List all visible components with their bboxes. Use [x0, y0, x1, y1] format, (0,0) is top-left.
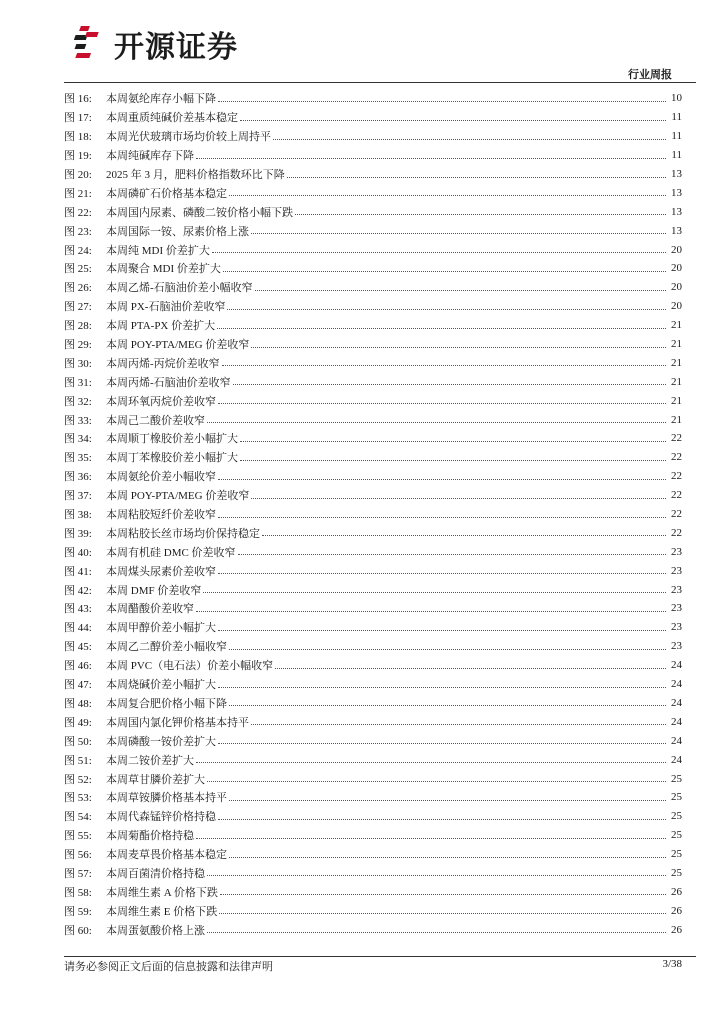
figure-number: 图 35: — [64, 452, 92, 465]
figure-title: 本周丙烯-丙烷价差收窄 — [106, 357, 220, 370]
dot-leader — [219, 913, 666, 914]
figure-page-number: 20 — [671, 262, 682, 275]
figure-number: 图 60: — [64, 924, 92, 937]
dot-leader — [212, 252, 666, 253]
dot-leader — [218, 819, 666, 820]
figure-title: 本周乙烯-石脑油价差小幅收窄 — [106, 282, 253, 295]
figure-number: 图 54: — [64, 811, 92, 824]
figure-page-number: 11 — [671, 111, 682, 124]
figure-page-number: 23 — [671, 640, 682, 653]
figure-page-number: 22 — [671, 451, 682, 464]
figure-index-row[interactable] — [64, 882, 682, 901]
figure-number: 图 19: — [64, 150, 92, 163]
figure-page-number: 20 — [671, 281, 682, 294]
figure-number: 图 30: — [64, 357, 92, 370]
figure-number: 图 55: — [64, 830, 92, 843]
figure-title: 本周氨纶库存小幅下降 — [106, 93, 216, 106]
figure-page-number: 20 — [671, 300, 682, 313]
page-header — [0, 0, 724, 82]
figure-title: 本周烧碱价差小幅扩大 — [106, 679, 216, 692]
figure-title: 本周 PVC（电石法）价差小幅收窄 — [106, 660, 274, 673]
figure-index-row[interactable] — [64, 486, 682, 505]
dot-leader — [229, 705, 666, 706]
figure-number: 图 50: — [64, 735, 92, 748]
figure-page-number: 24 — [671, 715, 682, 728]
figure-title: 本周 POY-PTA/MEG 价差收窄 — [106, 339, 250, 352]
dot-leader — [238, 554, 666, 555]
dot-leader — [203, 592, 666, 593]
figure-title: 本周国内尿素、磷酸二铵价格小幅下跌 — [106, 206, 293, 219]
dot-leader — [218, 743, 666, 744]
figure-page-number: 11 — [671, 149, 682, 162]
figure-number: 图 28: — [64, 320, 92, 333]
figure-number: 图 37: — [64, 490, 92, 503]
figure-page-number: 23 — [671, 545, 682, 558]
figure-index-row[interactable] — [64, 694, 682, 713]
figure-title: 本周菊酯价格持稳 — [106, 830, 194, 843]
figure-title: 本周乙二醇价差小幅收窄 — [106, 641, 227, 654]
figure-page-number: 21 — [671, 319, 682, 332]
figure-page-number: 21 — [671, 375, 682, 388]
figure-index-row[interactable] — [64, 259, 682, 278]
figure-page-number: 26 — [671, 885, 682, 898]
figure-index-row[interactable] — [64, 656, 682, 675]
figure-index-row[interactable] — [64, 542, 682, 561]
figure-page-number: 24 — [671, 753, 682, 766]
figure-index-row[interactable] — [64, 183, 682, 202]
figure-title: 本周纯 MDI 价差扩大 — [106, 244, 210, 257]
figure-title: 本周己二酸价差收窄 — [106, 414, 205, 427]
figure-index-row[interactable] — [64, 712, 682, 731]
figure-page-number: 13 — [671, 186, 682, 199]
figure-page-number: 25 — [671, 829, 682, 842]
dot-leader — [218, 101, 666, 102]
figure-title: 本周纯碱库存下降 — [106, 150, 194, 163]
figure-page-number: 23 — [671, 583, 682, 596]
figure-title: 本周草铵膦价格基本持平 — [106, 792, 227, 805]
figure-index-row[interactable] — [64, 637, 682, 656]
figure-index-row[interactable] — [64, 467, 682, 486]
figure-number: 图 34: — [64, 433, 92, 446]
dot-leader — [251, 233, 666, 234]
figure-title: 本周丙烯-石脑油价差收窄 — [106, 376, 231, 389]
figure-index-row[interactable] — [64, 845, 682, 864]
figure-number: 图 20: — [64, 169, 92, 181]
figure-page-number: 25 — [671, 810, 682, 823]
footer-divider — [64, 956, 696, 957]
figure-index-row[interactable] — [64, 165, 682, 184]
dot-leader — [222, 365, 666, 366]
dot-leader — [287, 177, 666, 178]
figure-title: 本周 PX-石脑油价差收窄 — [106, 301, 226, 314]
figure-title: 2025 年 3 月，肥料价格指数环比下降 — [106, 169, 285, 181]
dot-leader — [233, 384, 666, 385]
figure-title: 本周磷酸一铵价差扩大 — [106, 735, 216, 748]
figure-number: 图 41: — [64, 565, 92, 578]
brand-name: 开源证券 — [114, 30, 238, 65]
figure-index-row[interactable] — [64, 89, 682, 108]
footer-disclaimer: 请务必参阅正文后面的信息披露和法律声明 — [64, 961, 273, 973]
figure-number: 图 43: — [64, 603, 92, 616]
report-type-label: 行业周报 — [628, 68, 672, 81]
dot-leader — [229, 857, 666, 858]
dot-leader — [229, 649, 666, 650]
figure-page-number: 22 — [671, 432, 682, 445]
figure-page-number: 21 — [671, 413, 682, 426]
dot-leader — [251, 724, 666, 725]
dot-leader — [255, 290, 666, 291]
figure-number: 图 29: — [64, 339, 92, 352]
dot-leader — [218, 630, 666, 631]
figure-page-number: 25 — [671, 866, 682, 879]
figure-index-row[interactable] — [64, 750, 682, 769]
figure-index-row[interactable] — [64, 316, 682, 335]
figure-page-number: 24 — [671, 734, 682, 747]
figure-title: 本周草甘膦价差扩大 — [106, 773, 205, 786]
dot-leader — [218, 687, 666, 688]
figure-title: 本周环氧丙烷价差收窄 — [106, 395, 216, 408]
figure-page-number: 24 — [671, 659, 682, 672]
figure-page-number: 21 — [671, 356, 682, 369]
figure-index-row[interactable] — [64, 901, 682, 920]
figure-title: 本周 PTA-PX 价差扩大 — [106, 320, 216, 333]
header-divider — [64, 82, 696, 83]
figure-index-row[interactable] — [64, 240, 682, 259]
dot-leader — [217, 328, 666, 329]
figure-number: 图 40: — [64, 546, 92, 559]
figure-page-number: 13 — [671, 168, 682, 180]
figure-number: 图 48: — [64, 697, 92, 710]
figure-index-row[interactable] — [64, 221, 682, 240]
figure-title: 本周粘胶长丝市场均价保持稳定 — [106, 527, 260, 540]
figure-index-row[interactable] — [64, 108, 682, 127]
figure-title: 本周蛋氨酸价格上涨 — [106, 924, 205, 937]
figure-page-number: 22 — [671, 489, 682, 502]
dot-leader — [207, 875, 666, 876]
dot-leader — [251, 347, 666, 348]
figure-title: 本周国内氯化钾价格基本持平 — [106, 716, 249, 729]
figure-title: 本周维生素 E 价格下跌 — [106, 905, 218, 918]
figure-number: 图 42: — [64, 584, 92, 597]
figure-page-number: 13 — [671, 205, 682, 218]
figure-page-number: 21 — [671, 394, 682, 407]
figure-number: 图 51: — [64, 754, 92, 767]
figure-page-number: 23 — [671, 621, 682, 634]
figure-index-row[interactable] — [64, 675, 682, 694]
figure-index-row[interactable] — [64, 769, 682, 788]
figure-page-number: 25 — [671, 848, 682, 861]
figure-number: 图 58: — [64, 886, 92, 899]
figure-index-row[interactable] — [64, 523, 682, 542]
figure-page-number: 20 — [671, 243, 682, 256]
figure-index-row[interactable] — [64, 505, 682, 524]
figure-title: 本周聚合 MDI 价差扩大 — [106, 263, 221, 276]
figure-index-row[interactable] — [64, 146, 682, 165]
figure-index-row[interactable] — [64, 920, 682, 939]
figure-index-row[interactable] — [64, 297, 682, 316]
figure-number: 图 21: — [64, 187, 92, 200]
figure-title: 本周丁苯橡胶价差小幅扩大 — [106, 452, 238, 465]
figure-title: 本周磷矿石价格基本稳定 — [106, 187, 227, 200]
dot-leader — [223, 271, 666, 272]
dot-leader — [229, 800, 666, 801]
figure-page-number: 23 — [671, 564, 682, 577]
dot-leader — [229, 195, 666, 196]
figure-index-row[interactable] — [64, 335, 682, 354]
dot-leader — [251, 498, 666, 499]
figure-number: 图 23: — [64, 225, 92, 238]
figure-title: 本周 POY-PTA/MEG 价差收窄 — [106, 490, 250, 503]
dot-leader — [240, 120, 666, 121]
dot-leader — [218, 517, 666, 518]
figure-index-row[interactable] — [64, 372, 682, 391]
figure-title: 本周粘胶短纤价差收窄 — [106, 509, 216, 522]
figure-number: 图 32: — [64, 395, 92, 408]
figure-number: 图 26: — [64, 282, 92, 295]
figure-number: 图 49: — [64, 716, 92, 729]
dot-leader — [273, 139, 666, 140]
brand-logo — [74, 22, 238, 66]
figure-title: 本周煤头尿素价差收窄 — [106, 565, 216, 578]
figure-number: 图 16: — [64, 93, 92, 106]
figure-page-number: 24 — [671, 678, 682, 691]
figure-title: 本周重质纯碱价差基本稳定 — [106, 112, 238, 125]
figure-number: 图 56: — [64, 849, 92, 862]
dot-leader — [240, 441, 666, 442]
figure-page-number: 25 — [671, 772, 682, 785]
dot-leader — [196, 838, 666, 839]
dot-leader — [295, 214, 666, 215]
figure-page-number: 25 — [671, 791, 682, 804]
figure-title: 本周氨纶价差小幅收窄 — [106, 471, 216, 484]
figure-index-list — [64, 89, 682, 939]
figure-title: 本周顺丁橡胶价差小幅扩大 — [106, 433, 238, 446]
figure-page-number: 22 — [671, 508, 682, 521]
figure-page-number: 10 — [671, 92, 682, 105]
dot-leader — [275, 668, 666, 669]
figure-title: 本周二铵价差扩大 — [106, 754, 194, 767]
figure-index-row[interactable] — [64, 448, 682, 467]
figure-title: 本周代森锰锌价格持稳 — [106, 811, 216, 824]
figure-title: 本周 DMF 价差收窄 — [106, 584, 202, 597]
figure-title: 本周国际一铵、尿素价格上涨 — [106, 225, 249, 238]
figure-page-number: 11 — [671, 130, 682, 143]
figure-index-row[interactable] — [64, 410, 682, 429]
figure-number: 图 31: — [64, 376, 92, 389]
figure-page-number: 24 — [671, 696, 682, 709]
figure-number: 图 22: — [64, 206, 92, 219]
figure-page-number: 23 — [671, 602, 682, 615]
figure-index-row[interactable] — [64, 731, 682, 750]
figure-page-number: 21 — [671, 338, 682, 351]
figure-title: 本周甲醇价差小幅扩大 — [106, 622, 216, 635]
figure-number: 图 27: — [64, 301, 92, 314]
dot-leader — [218, 479, 666, 480]
figure-number: 图 47: — [64, 679, 92, 692]
figure-number: 图 17: — [64, 112, 92, 125]
figure-index-row[interactable] — [64, 561, 682, 580]
dot-leader — [240, 460, 666, 461]
figure-page-number: 13 — [671, 224, 682, 237]
figure-title: 本周光伏玻璃市场均价较上周持平 — [106, 131, 271, 144]
figure-title: 本周百菌清价格持稳 — [106, 867, 205, 880]
figure-number: 图 25: — [64, 263, 92, 276]
figure-number: 图 33: — [64, 414, 92, 427]
figure-title: 本周复合肥价格小幅下降 — [106, 697, 227, 710]
figure-index-row[interactable] — [64, 580, 682, 599]
dot-leader — [218, 573, 666, 574]
figure-page-number: 26 — [671, 904, 682, 917]
figure-index-row[interactable] — [64, 599, 682, 618]
figure-page-number: 26 — [671, 923, 682, 936]
figure-index-row[interactable] — [64, 127, 682, 146]
figure-page-number: 22 — [671, 526, 682, 539]
dot-leader — [207, 932, 666, 933]
figure-index-row[interactable] — [64, 807, 682, 826]
figure-number: 图 18: — [64, 131, 92, 144]
figure-index-row[interactable] — [64, 864, 682, 883]
figure-index-row[interactable] — [64, 618, 682, 637]
figure-index-row[interactable] — [64, 278, 682, 297]
figure-number: 图 38: — [64, 509, 92, 522]
dot-leader — [220, 894, 666, 895]
figure-index-row[interactable] — [64, 353, 682, 372]
figure-number: 图 46: — [64, 660, 92, 673]
brand-logo-icon — [74, 23, 108, 65]
figure-number: 图 52: — [64, 773, 92, 786]
figure-number: 图 44: — [64, 622, 92, 635]
figure-number: 图 57: — [64, 867, 92, 880]
figure-number: 图 59: — [64, 905, 92, 918]
figure-title: 本周醋酸价差收窄 — [106, 603, 194, 616]
figure-title: 本周麦草畏价格基本稳定 — [106, 849, 227, 862]
dot-leader — [218, 403, 666, 404]
figure-index-row[interactable] — [64, 429, 682, 448]
dot-leader — [207, 422, 666, 423]
figure-number: 图 53: — [64, 792, 92, 805]
figure-number: 图 24: — [64, 244, 92, 257]
page-number: 3/38 — [662, 958, 682, 970]
figure-title: 本周维生素 A 价格下跌 — [106, 886, 218, 899]
figure-index-row[interactable] — [64, 826, 682, 845]
dot-leader — [196, 158, 666, 159]
figure-page-number: 22 — [671, 470, 682, 483]
figure-index-row[interactable] — [64, 391, 682, 410]
figure-number: 图 39: — [64, 527, 92, 540]
dot-leader — [196, 762, 666, 763]
dot-leader — [207, 781, 666, 782]
figure-index-row[interactable] — [64, 202, 682, 221]
dot-leader — [262, 535, 666, 536]
figure-number: 图 45: — [64, 641, 92, 654]
figure-title: 本周有机硅 DMC 价差收窄 — [106, 546, 236, 559]
dot-leader — [196, 611, 666, 612]
figure-number: 图 36: — [64, 471, 92, 484]
figure-index-row[interactable] — [64, 788, 682, 807]
dot-leader — [227, 309, 666, 310]
